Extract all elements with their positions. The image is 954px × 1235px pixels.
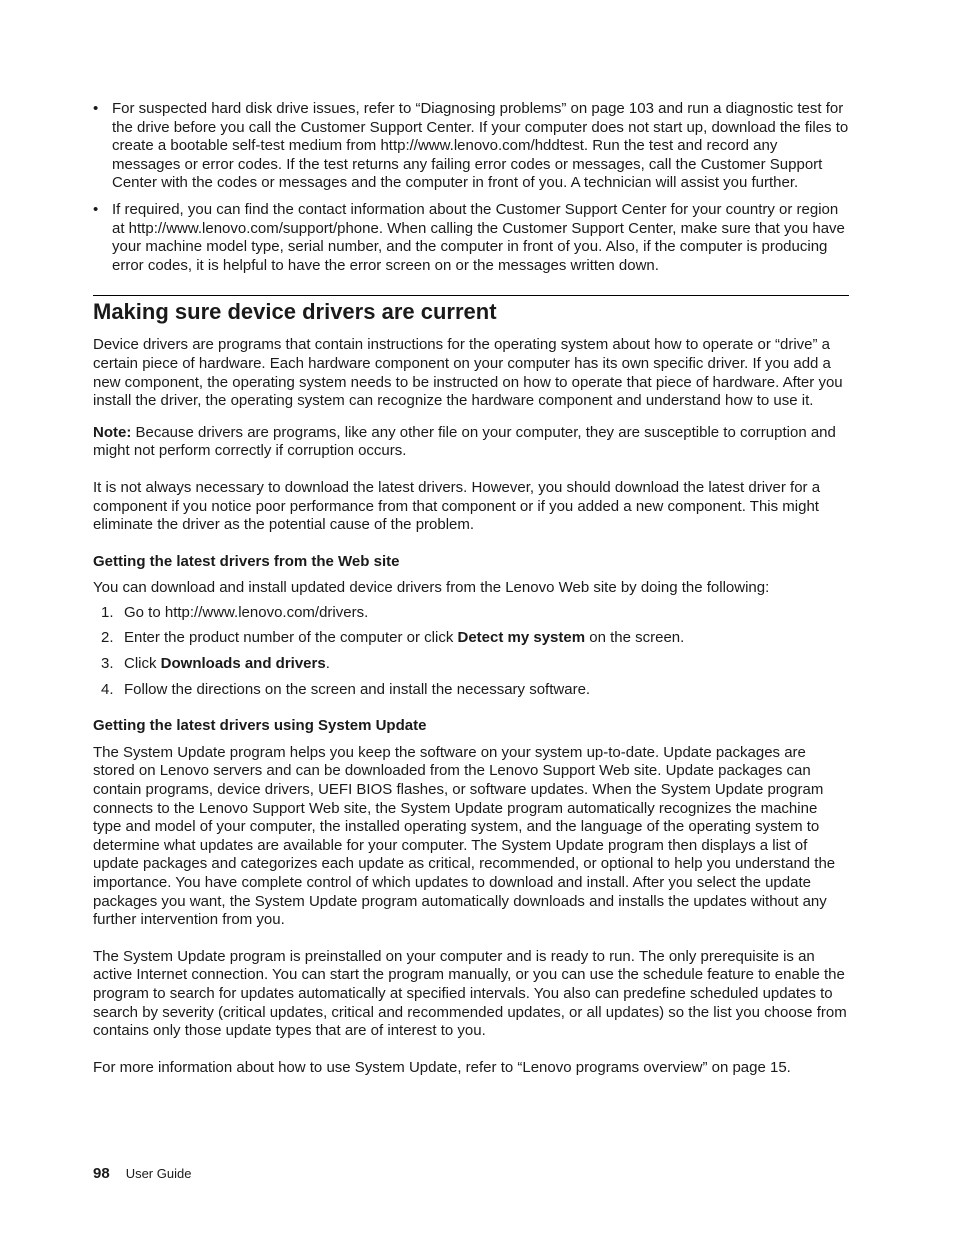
paragraph: The System Update program is preinstalled on your computer and is ready to run. The only prerequisite is an active Internet connection. You can start the program manually, or you can use the schedule feature to enable the program to search for updates automatically at specified intervals. You also can predefine scheduled updates to search by severity (critical updates, critical and recommended updates, or all updates) so the list you choose from contains only those update types that are of interest to you. [93,947,847,1040]
bullet-item: • If required, you can find the contact information about the Customer Support Center for your country or region at http://www.lenovo.com/support/phone. When calling the Customer Support Center, make sure that you have your machine model type, serial number, and the computer in front of you. Also, if the computer is producing error codes, it is helpful to have the error screen on or the messages written down. [93,201,849,275]
paragraph: You can download and install updated device drivers from the Lenovo Web site by doing the following: [93,579,770,597]
subheading-system-update: Getting the latest drivers using System Update [93,717,427,735]
note-label: Note: [93,423,132,441]
page-content [93,100,849,1077]
step-item: 1. Go to http://www.lenovo.com/drivers. [101,603,369,621]
paragraph: The System Update program helps you keep the software on your system up-to-date. Update packages are stored on Lenovo servers and can be downloaded from the Lenovo Support Web site. Update packages can contain programs, device drivers, UEFI BIOS flashes, or software updates. When the System Update program connects to the Lenovo Support Web site, the System Update program automatically recognizes the machine type and model of your computer, the installed operating system, and the language of the operating system to determine what updates are available for your computer. The System Update program then displays a list of update packages and categorizes each update as critical, recommended, or optional to help you understand the importance. You have complete control of which updates to download and install. After you select the update packages you want, the System Update program automatically downloads and installs the updates without any further intervention from you. [93,743,836,929]
intro-paragraph: Device drivers are programs that contain instructions for the operating system about how to operate or “drive” a certain piece of hardware. Each hardware component on your computer has its own specific driver. If you add a new component, the operating system needs to be instructed on how to operate that piece of hardware. After you install the driver, the operating system can recognize the hardware component and understand how to use it. [93,336,843,410]
paragraph: It is not always necessary to download the latest drivers. However, you should download the latest driver for a component if you notice poor performance from that component or if you added a new component. This might eliminate the driver as the potential cause of the problem. [93,478,821,534]
page-number: 98 [93,1165,110,1182]
step-item: 2. Enter the product number of the computer or click Detect my system on the screen. [101,629,685,647]
step-item: 4. Follow the directions on the screen and install the necessary software. [101,680,591,698]
subheading-web: Getting the latest drivers from the Web site [93,552,400,570]
bullet-list [93,100,849,275]
bullet-item: • For suspected hard disk drive issues, refer to “Diagnosing problems” on page 103 and run a diagnostic test for the drive before you call the Customer Support Center. If your computer does not start up, download the files to create a bootable self-test medium from http://www.lenovo.com/hddtest. Run the test and record any messages or error codes. If the test returns any failing error codes or messages, call the Customer Support Center with the codes or messages and the computer in front of you. A technician will assist you further. [93,100,849,193]
page-footer [93,1165,191,1182]
step-item: 3. Click Downloads and drivers. [101,655,330,673]
note-text: Because drivers are programs, like any other file on your computer, they are susceptible to corruption and might not perform correctly if corruption occurs. [93,423,836,460]
section-divider [93,295,849,296]
steps-list [93,604,849,699]
document-title: User Guide [125,1166,192,1181]
note-paragraph [93,424,849,461]
section-heading: Making sure device drivers are current [93,299,497,325]
paragraph: For more information about how to use System Update, refer to “Lenovo programs overview” on page 15. [93,1058,791,1076]
